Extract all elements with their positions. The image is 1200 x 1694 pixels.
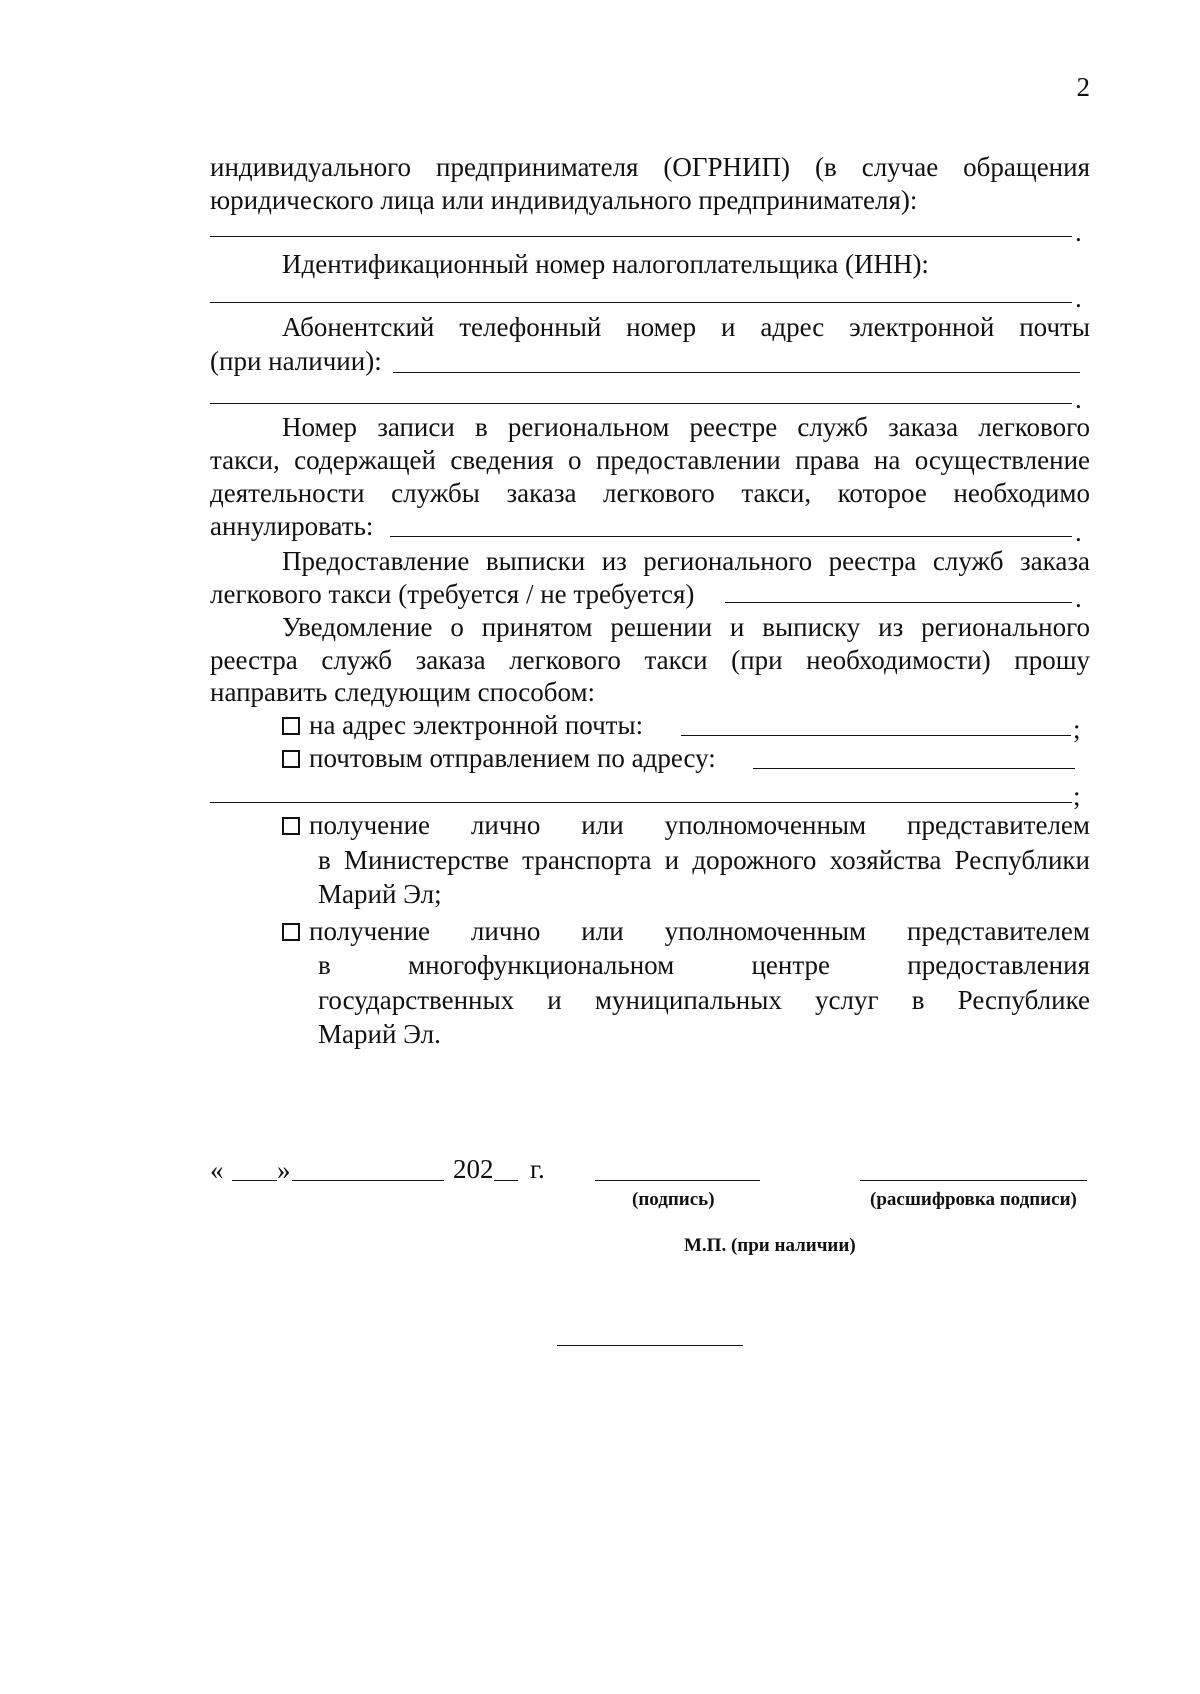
- phone-email-field-1[interactable]: [393, 372, 1080, 373]
- ogrnip-line-1: индивидуального предпринимателя (ОГРНИП) (в случае обращения: [210, 152, 1090, 182]
- ministry-checkbox[interactable]: [282, 817, 300, 835]
- date-year-prefix: 202: [453, 1154, 494, 1184]
- extract-line-2: легкового такси (требуется / не требуется): [210, 579, 695, 609]
- option-ministry-line-3: Марий Эл;: [318, 879, 442, 909]
- inn-dot: .: [1075, 283, 1082, 313]
- option-ministry-row: [282, 808, 1090, 842]
- inn-field[interactable]: [210, 302, 1072, 303]
- registry-line-4-row: [210, 509, 1090, 547]
- option-mfc-line-1: получение лично или уполномоченным представителем: [309, 916, 1090, 946]
- option-post-label: почтовым отправлением по адресу:: [309, 743, 716, 773]
- registry-line-1: Номер записи в региональном реестре служб заказа легкового: [282, 412, 1090, 442]
- option-email-row: [282, 708, 1090, 742]
- date-day-field[interactable]: [232, 1180, 277, 1181]
- signature-decoding-field[interactable]: [860, 1180, 1087, 1181]
- phone-email-line-2: (при наличии):: [210, 346, 382, 376]
- phone-email-dot: .: [1075, 384, 1082, 414]
- option-post-field-2[interactable]: [210, 802, 1072, 803]
- notification-line-2: реестра служб заказа легкового такси (при необходимости) прошу: [210, 645, 1090, 675]
- option-post-field-1[interactable]: [753, 768, 1075, 769]
- date-quote-open: «: [210, 1155, 224, 1185]
- page-number: 2: [1076, 72, 1090, 102]
- inn-label: Идентификационный номер налогоплательщика (ИНН):: [282, 249, 929, 279]
- date-year-suffix: г.: [530, 1154, 545, 1184]
- option-email-field[interactable]: [681, 735, 1071, 736]
- ogrnip-line-2: юридического лица или индивидуального предпринимателя):: [210, 185, 918, 215]
- end-rule: [557, 1345, 743, 1346]
- phone-email-field-2[interactable]: [210, 403, 1072, 404]
- notification-line-1: Уведомление о принятом решении и выписку из регионального: [282, 612, 1090, 642]
- extract-field[interactable]: [725, 602, 1072, 603]
- decoding-caption: (расшифровка подписи): [870, 1189, 1077, 1210]
- extract-line-2-row: [210, 577, 1090, 611]
- ogrnip-field[interactable]: [210, 236, 1072, 237]
- option-email-label: на адрес электронной почты:: [309, 710, 644, 740]
- email-semicolon: ;: [1073, 714, 1081, 744]
- registry-field[interactable]: [390, 536, 1072, 537]
- registry-line-3: деятельности службы заказа легкового такси, которое необходимо: [210, 478, 1090, 508]
- seal-caption: М.П. (при наличии): [684, 1235, 856, 1256]
- email-checkbox[interactable]: [282, 717, 300, 735]
- phone-email-line-1: Абонентский телефонный номер и адрес электронной почты: [282, 312, 1090, 342]
- option-mfc-line-3: государственных и муниципальных услуг в Республике: [318, 985, 1090, 1015]
- option-mfc-row: [282, 914, 1090, 948]
- post-semicolon: ;: [1073, 781, 1081, 811]
- option-mfc-line-4: Марий Эл.: [318, 1019, 441, 1049]
- date-month-field[interactable]: [292, 1180, 444, 1181]
- mfc-checkbox[interactable]: [282, 923, 300, 941]
- extract-dot: .: [1075, 583, 1082, 613]
- option-ministry-line-1: получение лично или уполномоченным представителем: [309, 810, 1090, 840]
- signature-field[interactable]: [595, 1180, 760, 1181]
- registry-line-4: аннулировать:: [210, 511, 374, 541]
- post-checkbox[interactable]: [282, 750, 300, 768]
- date-year-field[interactable]: [494, 1180, 518, 1181]
- option-ministry-line-2: в Министерстве транспорта и дорожного хозяйства Республики: [318, 845, 1090, 875]
- registry-line-2: такси, содержащей сведения о предоставлении права на осуществление: [210, 445, 1090, 475]
- registry-dot: .: [1075, 517, 1082, 547]
- ogrnip-dot: .: [1075, 217, 1082, 247]
- option-post-row: [282, 741, 1090, 775]
- notification-line-3: направить следующим способом:: [210, 677, 596, 707]
- option-mfc-line-2: в многофункциональном центре предоставления: [318, 950, 1090, 980]
- signature-caption: (подпись): [632, 1189, 715, 1210]
- date-quote-close: »: [277, 1155, 291, 1185]
- extract-line-1: Предоставление выписки из регионального реестра служб заказа: [282, 546, 1090, 576]
